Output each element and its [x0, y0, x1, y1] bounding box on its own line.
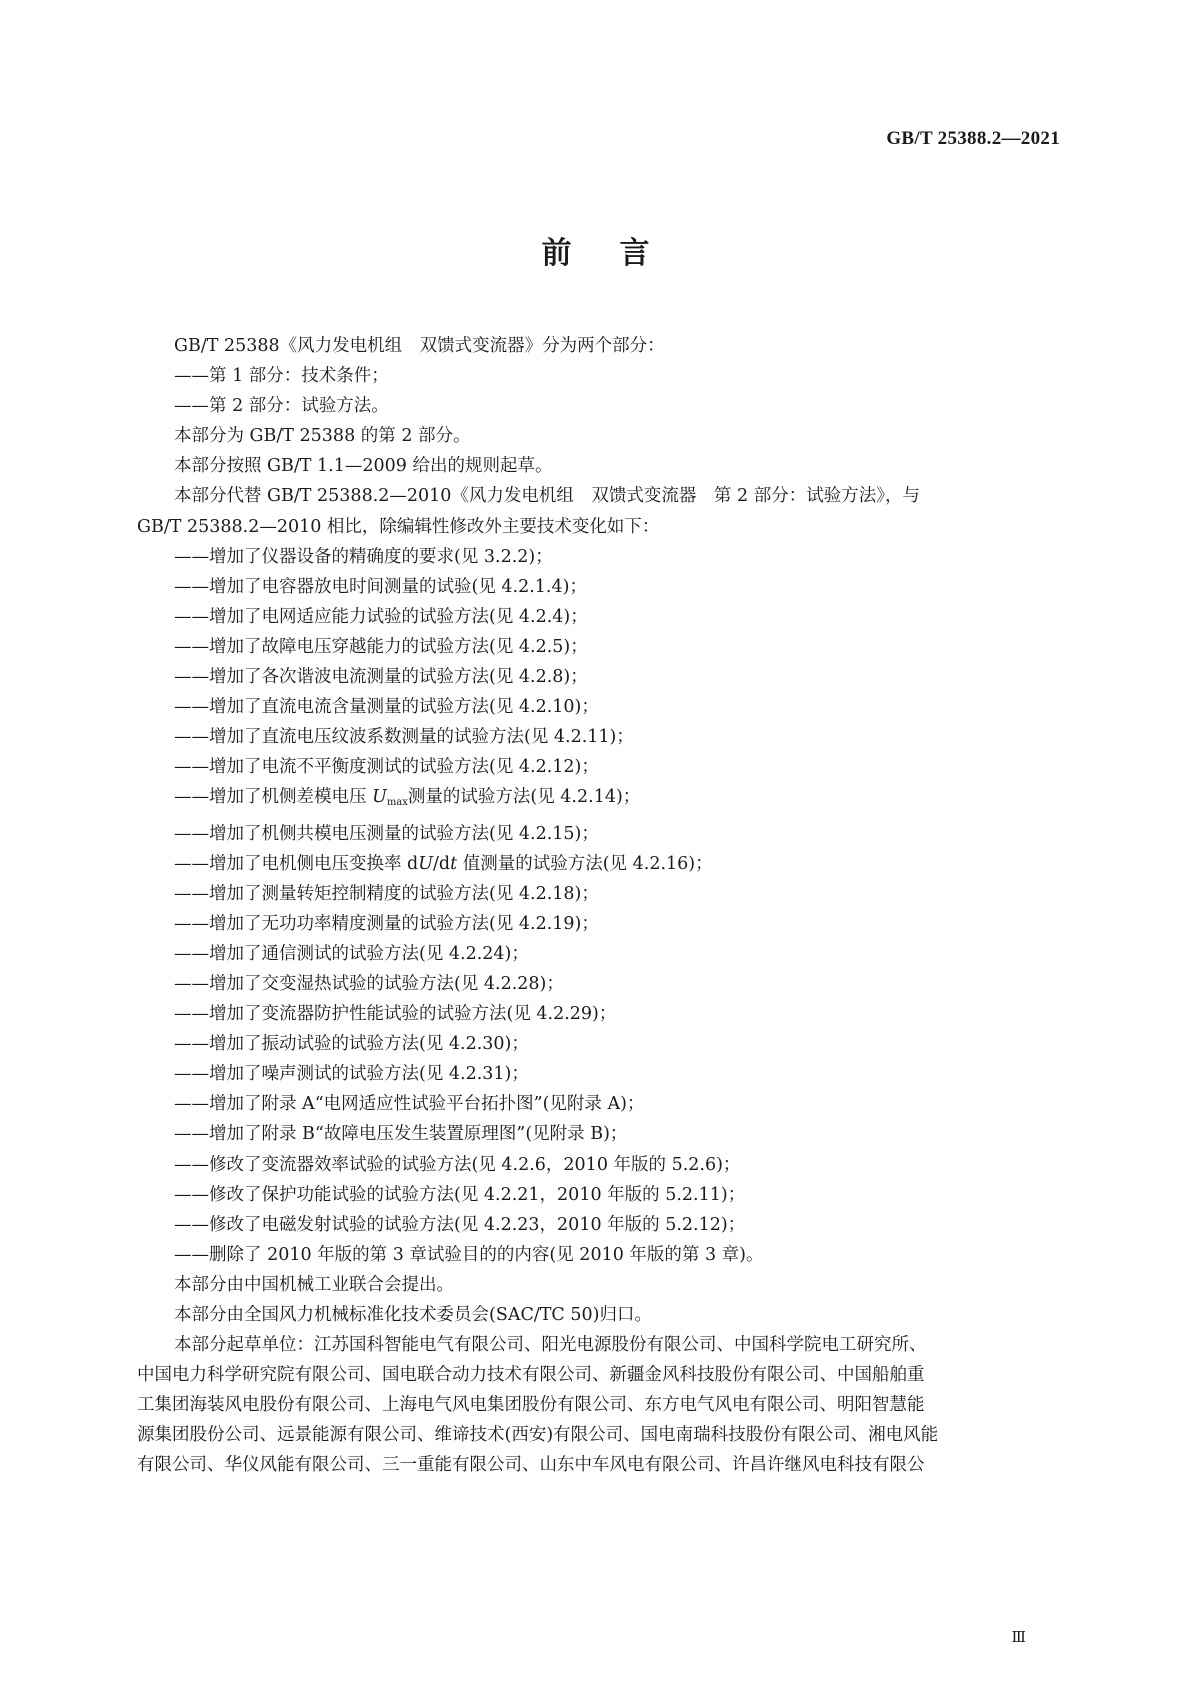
- list-item-change: ——增加了交变湿热试验的试验方法(见 4.2.28)；: [174, 973, 564, 994]
- drafters-line: 中国电力科学研究院有限公司、国电联合动力技术有限公司、新疆金风科技股份有限公司、中国船舶重: [137, 1365, 925, 1386]
- list-item-change: ——删除了 2010 年版的第 3 章试验目的的内容(见 2010 年版的第 3 章)。: [174, 1244, 764, 1265]
- drafters-line: 工集团海装风电股份有限公司、上海电气风电集团股份有限公司、东方电气风电有限公司、明阳智慧能: [137, 1395, 925, 1416]
- list-item-change: ——增加了直流电流含量测量的试验方法(见 4.2.10)；: [174, 697, 599, 718]
- list-item-change: ——增加了仪器设备的精确度的要求(见 3.2.2)；: [174, 546, 553, 567]
- paragraph-replaces: [137, 481, 1057, 541]
- standard-code: GB/T 25388.2—2021: [886, 128, 1060, 149]
- list-item-part2: ——第 2 部分：试验方法。: [174, 396, 389, 417]
- list-item-change: ——增加了电流不平衡度测试的试验方法(见 4.2.12)；: [174, 757, 599, 778]
- list-item-change: ——增加了振动试验的试验方法(见 4.2.30)；: [174, 1034, 529, 1055]
- drafters-line: 源集团股份公司、远景能源有限公司、维谛技术(西安)有限公司、国电南瑞科技股份有限公司、湘电风能: [137, 1425, 939, 1446]
- list-item-change: ——增加了故障电压穿越能力的试验方法(见 4.2.5)；: [174, 636, 588, 657]
- drafters-line: 本部分起草单位：江苏国科智能电气有限公司、阳光电源股份有限公司、中国科学院电工研究所、: [174, 1335, 927, 1356]
- list-item-change: ——增加了电容器放电时间测量的试验(见 4.2.1.4)；: [174, 576, 587, 597]
- list-item-change: ——增加了无功功率精度测量的试验方法(见 4.2.19)；: [174, 913, 599, 934]
- page-title: 前言: [541, 236, 698, 271]
- change-umax-before: ——增加了机侧差模电压: [174, 787, 373, 808]
- dudt-slash: /d: [433, 853, 451, 874]
- change-dudt-before: ——增加了电机侧电压变换率 d: [174, 853, 419, 874]
- document-body: [137, 331, 1057, 1481]
- list-item-change: ——增加了附录 A“电网适应性试验平台拓扑图”(见附录 A)；: [174, 1094, 645, 1115]
- paragraph-replaces-line1: 本部分代替 GB/T 25388.2—2010《风力发电机组 双馈式变流器 第 2 部分：试验方法》，与: [174, 486, 920, 507]
- list-item-change: ——增加了电网适应能力试验的试验方法(见 4.2.4)；: [174, 606, 588, 627]
- drafters-line: 有限公司、华仪风能有限公司、三一重能有限公司、山东中车风电有限公司、许昌许继风电科技有限公: [137, 1455, 925, 1476]
- list-item-change: ——修改了保护功能试验的试验方法(见 4.2.21，2010 年版的 5.2.11)；: [174, 1184, 746, 1205]
- list-item-change: ——增加了直流电压纹波系数测量的试验方法(见 4.2.11)；: [174, 727, 634, 748]
- umax-subscript: max: [386, 797, 408, 809]
- list-item-change: ——增加了机侧共模电压测量的试验方法(见 4.2.15)；: [174, 823, 599, 844]
- list-item-change: ——增加了通信测试的试验方法(见 4.2.24)；: [174, 943, 529, 964]
- list-item-change: ——增加了测量转矩控制精度的试验方法(见 4.2.18)；: [174, 883, 599, 904]
- paragraph-managed-by: 本部分由全国风力机械标准化技术委员会(SAC/TC 50)归口。: [174, 1305, 652, 1325]
- paragraph-drafting-rule: 本部分按照 GB/T 1.1—2009 给出的规则起草。: [174, 456, 553, 477]
- list-item-change: ——增加了附录 B“故障电压发生装置原理图”(见附录 B)；: [174, 1124, 628, 1145]
- dudt-t-symbol: t: [450, 853, 458, 874]
- page-number: Ⅲ: [1011, 1630, 1026, 1646]
- paragraph-intro: GB/T 25388《风力发电机组 双馈式变流器》分为两个部分：: [174, 336, 665, 356]
- umax-symbol: U: [372, 787, 387, 808]
- list-item-part1: ——第 1 部分：技术条件；: [174, 366, 389, 387]
- change-umax-after: 测量的试验方法(见 4.2.14)；: [407, 787, 641, 808]
- list-item-change: ——修改了变流器效率试验的试验方法(见 4.2.6，2010 年版的 5.2.6)；: [174, 1154, 741, 1175]
- list-item-change-dudt: [137, 849, 1057, 879]
- list-item-change: ——增加了各次谐波电流测量的试验方法(见 4.2.8)；: [174, 667, 588, 688]
- paragraph-proposed-by: 本部分由中国机械工业联合会提出。: [174, 1274, 454, 1295]
- list-item-change-umax: [137, 782, 1057, 818]
- change-dudt-after: 值测量的试验方法(见 4.2.16)；: [457, 853, 713, 874]
- list-item-change: ——增加了噪声测试的试验方法(见 4.2.31)；: [174, 1064, 529, 1085]
- list-item-change: ——增加了变流器防护性能试验的试验方法(见 4.2.29)；: [174, 1004, 617, 1025]
- paragraph-drafters: [137, 1330, 1057, 1480]
- paragraph-this-part: 本部分为 GB/T 25388 的第 2 部分。: [174, 426, 471, 447]
- paragraph-replaces-line2: GB/T 25388.2—2010 相比，除编辑性修改外主要技术变化如下：: [137, 516, 660, 537]
- list-item-change: ——修改了电磁发射试验的试验方法(见 4.2.23，2010 年版的 5.2.12)；: [174, 1214, 746, 1235]
- dudt-u-symbol: U: [418, 853, 434, 874]
